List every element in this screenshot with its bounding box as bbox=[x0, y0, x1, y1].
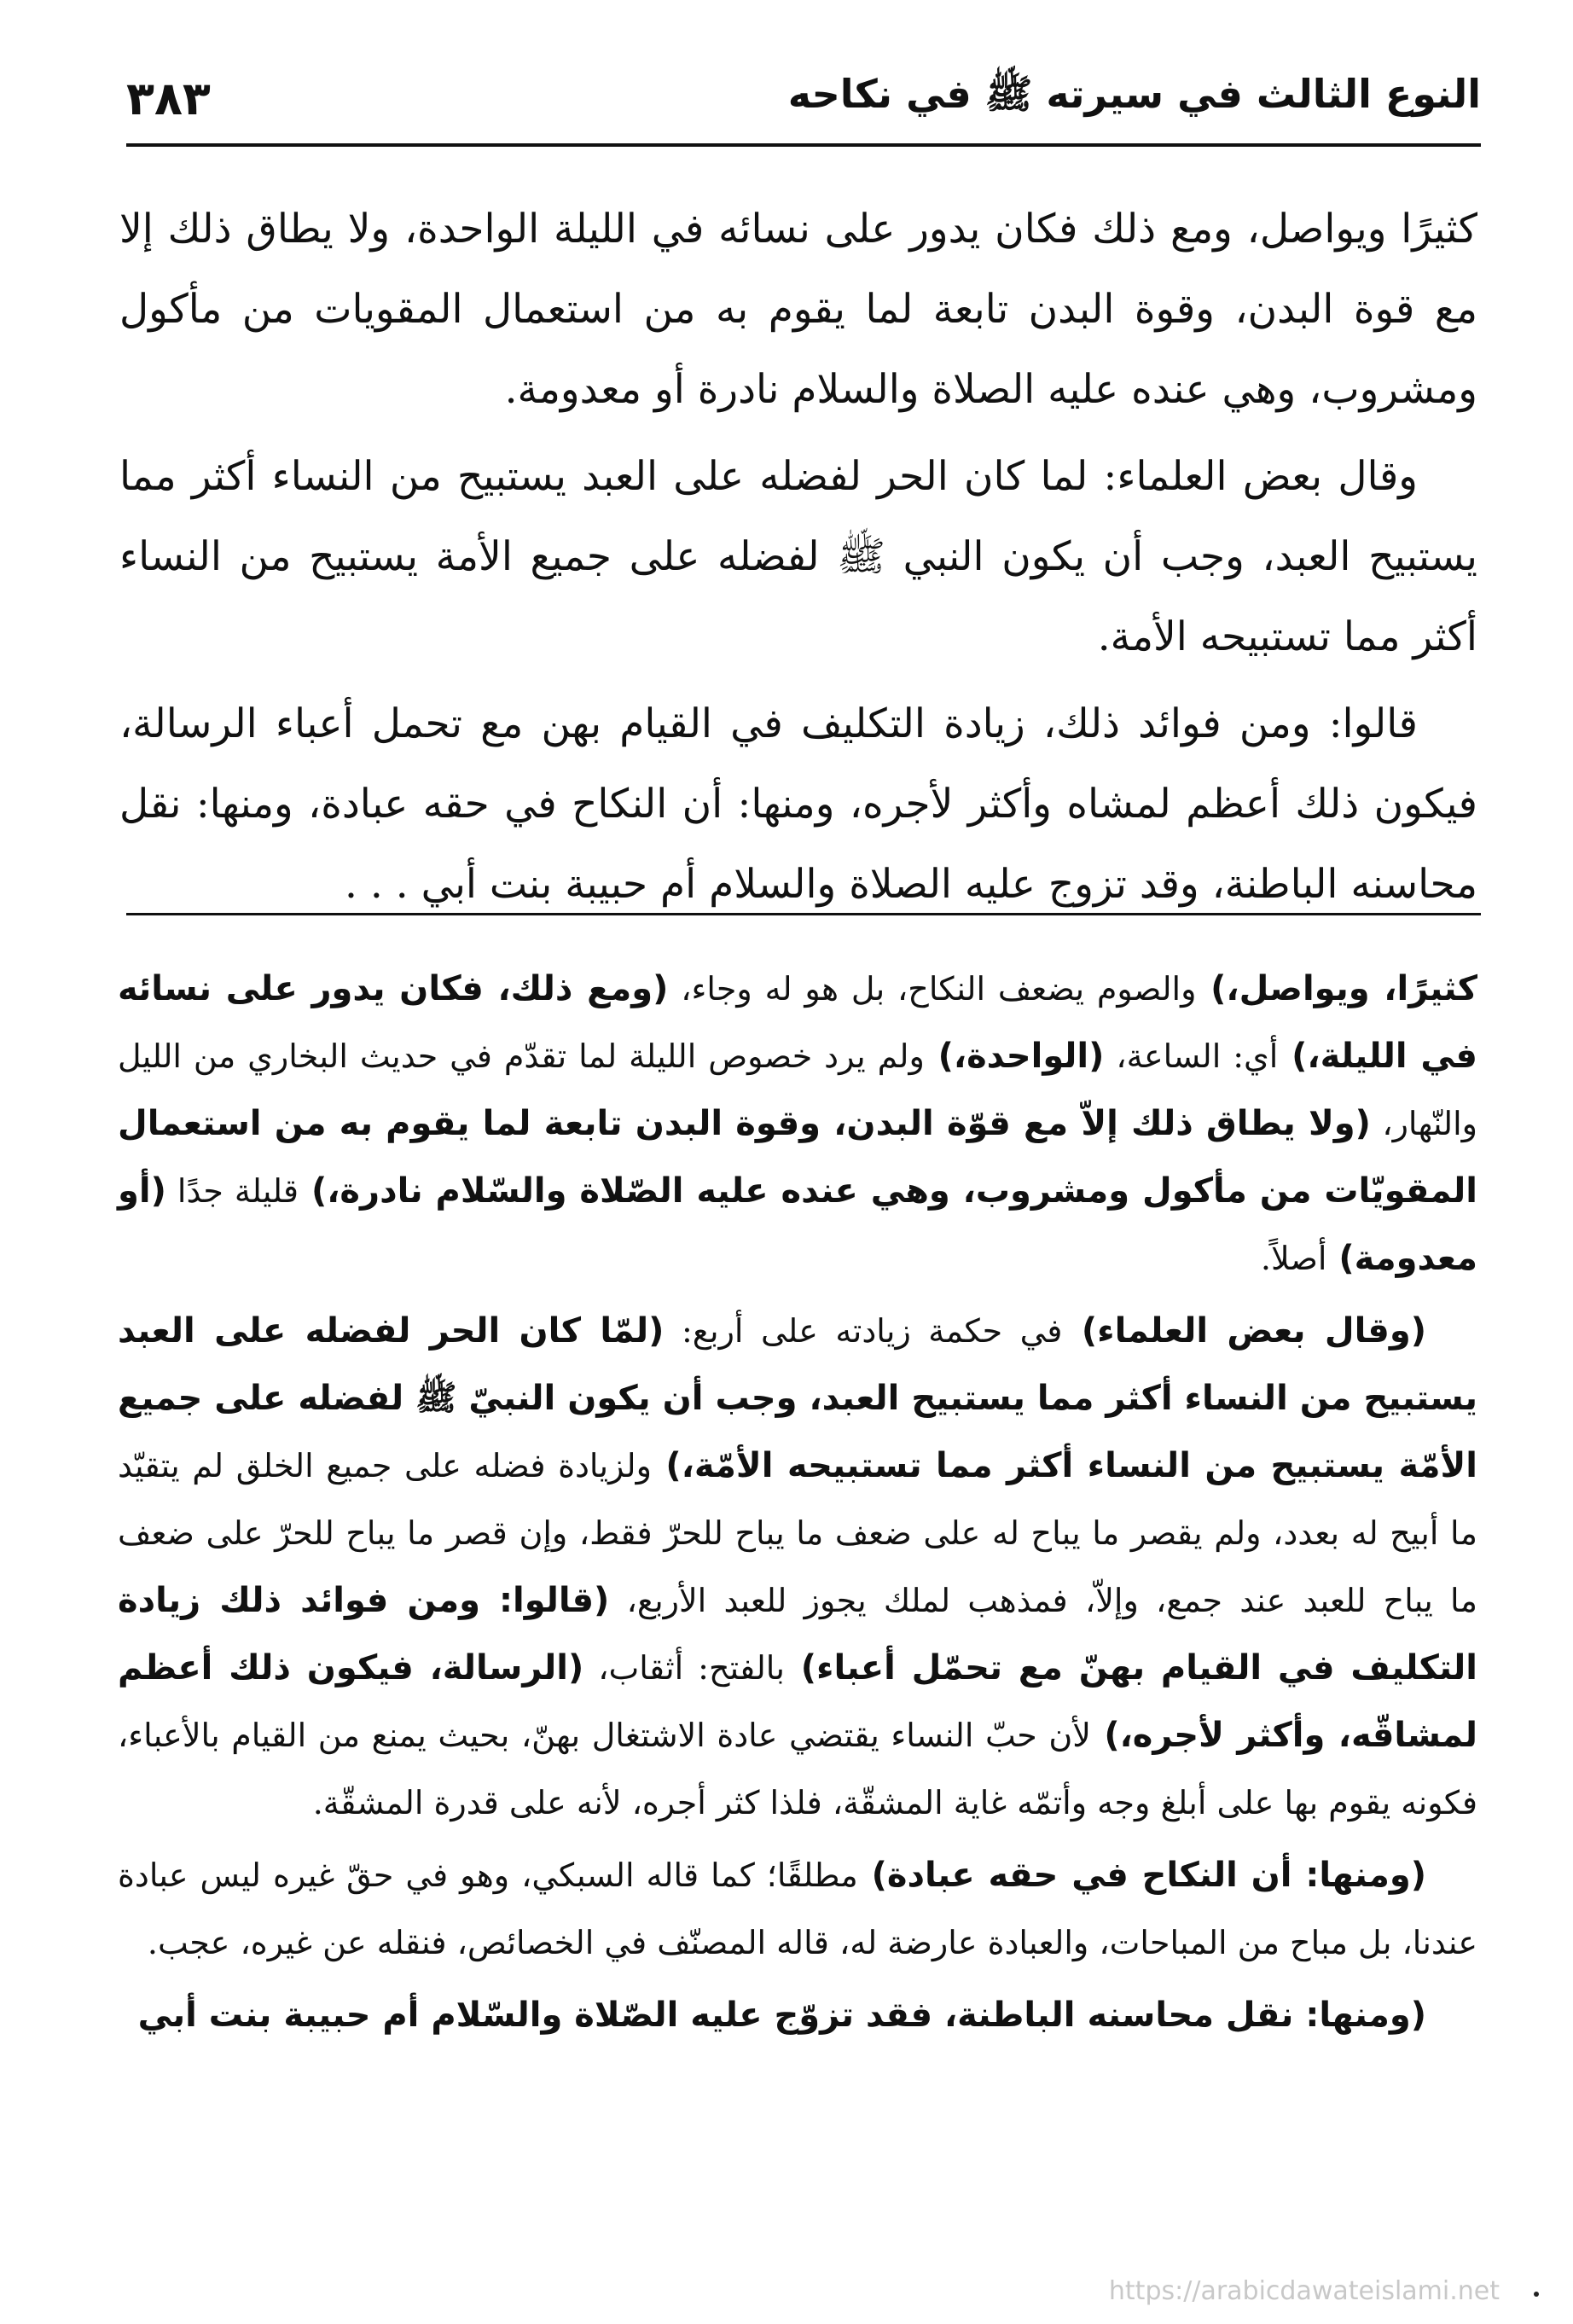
quoted-text-segment: (لمّا كان الحر لفضله على العبد يستبيح من النساء أكثر مما يستبيح العبد، وجب أن يكون النبيّ ﷺ لفضله على جميع الأمّة يستبيح من النساء أكثر مما تستبيحه الأمّة،) bbox=[118, 1311, 1477, 1485]
watermark-url: https://arabicdawateislami.net bbox=[1108, 2276, 1500, 2306]
quoted-text-segment: كثيرًا، ويواصل،) bbox=[1196, 969, 1478, 1008]
running-title: النوع الثالث في سيرته ﷺ في نكاحه bbox=[787, 70, 1481, 117]
running-header bbox=[126, 60, 1481, 137]
commentary-paragraph-2 bbox=[118, 1298, 1477, 1837]
commentary-paragraph-1 bbox=[118, 956, 1477, 1293]
commentary-text-segment: لأن حبّ النساء يقتضي عادة الاشتغال بهنّ، بحيث يمنع من القيام بالأعباء، فكونه يقوم بها على أبلغ وجه وأتمّه غاية المشقّة، فلذا كثر أجره، لأنه على قدرة المشقّة. bbox=[118, 1717, 1477, 1821]
commentary-separator bbox=[126, 913, 1481, 915]
quoted-text-segment: (الرسالة، فيكون ذلك أعظم لمشاقّه، وأكثر لأجره،) bbox=[118, 1648, 1477, 1755]
quoted-text-segment: (وقال بعض العلماء) bbox=[1062, 1311, 1426, 1351]
commentary-text-segment: أي: الساعة، bbox=[1104, 1037, 1279, 1075]
main-paragraph-2: وقال بعض العلماء: لما كان الحر لفضله على العبد يستبيح من النساء أكثر مما يستبيح العبد، وجب أن يكون النبي ﷺ لفضله على جميع الأمة يستبيح من النساء أكثر مما تستبيحه الأمة. bbox=[119, 453, 1477, 660]
commentary-text-segment: مطلقًا؛ كما قاله السبكي، وهو في حقّ غيره ليس عبادة عندنا، بل مباح من المباحات، والعبادة عارضة له، قاله المصنّف في الخصائص، فنقله عن غيره، عجب. bbox=[118, 1856, 1477, 1961]
commentary-text-segment: ولم يرد خصوص الليلة لما تقدّم في حديث البخاري من الليل والنّهار، bbox=[118, 1037, 1477, 1142]
commentary-text-segment: قليلة جدًا bbox=[165, 1172, 299, 1210]
commentary bbox=[118, 956, 1477, 2054]
commentary-text-segment: ولزيادة فضله على جميع الخلق لم يتقيّد ما أبيح له بعدد، ولم يقصر ما يباح له على ضعف ما يباح للحرّ فقط، وإن قصر ما يباح للحرّ على ضعف ما يباح للعبد عند جمع، وإلاّ، فمذهب لملك يجوز للعبد الأربع، bbox=[118, 1447, 1477, 1619]
quoted-text-segment: (قالوا: ومن فوائد ذلك زيادة التكليف في القيام بهنّ مع تحمّل أعباء) bbox=[118, 1581, 1477, 1688]
commentary-text-segment: والصوم يضعف النكاح، بل هو له وجاء، bbox=[668, 970, 1197, 1008]
scan-mark bbox=[1534, 2292, 1539, 2297]
commentary-paragraph-3 bbox=[118, 1842, 1477, 1977]
commentary-text-segment: بالفتح: أثقاب، bbox=[583, 1649, 785, 1687]
quoted-text-segment: (ومنها: نقل محاسنه الباطنة، فقد تزوّج عليه الصّلاة والسّلام أم حبيبة بنت أبي bbox=[137, 1996, 1426, 2035]
commentary-text-segment: في حكمة زيادته على أربع: bbox=[664, 1312, 1063, 1350]
header-rule bbox=[126, 143, 1481, 147]
quoted-text-segment: (ومع ذلك، فكان يدور على نسائه في الليلة،) bbox=[118, 969, 1478, 1076]
main-paragraph-3: قالوا: ومن فوائد ذلك، زيادة التكليف في القيام بهن مع تحمل أعباء الرسالة، فيكون ذلك أعظم لمشاه وأكثر لأجره، ومنها: أن النكاح في حقه عبادة، ومنها: نقل محاسنه الباطنة، وقد تزوج عليه الصلاة والسلام أم حبيبة بنت أبي . . . bbox=[119, 700, 1477, 908]
quoted-text-segment: (أو معدومة) bbox=[118, 1171, 1477, 1278]
commentary-text-segment: أصلاً. bbox=[1260, 1240, 1327, 1277]
commentary-paragraph-4 bbox=[118, 1982, 1477, 2049]
quoted-text-segment: (ولا يطاق ذلك إلاّ مع قوّة البدن، وقوة البدن تابعة لما يقوم به من استعمال المقويّات من مأكول ومشروب، وهي عنده عليه الصّلاة والسّلام نادرة،) bbox=[118, 1104, 1477, 1211]
page-number: ٣٨٣ bbox=[126, 71, 211, 125]
main-text bbox=[119, 189, 1477, 932]
quoted-text-segment: (ومنها: أن النكاح في حقه عبادة) bbox=[857, 1856, 1426, 1895]
quoted-text-segment: (الواحدة،) bbox=[924, 1037, 1105, 1076]
main-paragraph-1: كثيرًا ويواصل، ومع ذلك فكان يدور على نسائه في الليلة الواحدة، ولا يطاق ذلك إلا مع قوة البدن، وقوة البدن تابعة لما يقوم به من استعمال المقويات من مأكول ومشروب، وهي عنده عليه الصلاة والسلام نادرة أو معدومة. bbox=[119, 206, 1477, 413]
